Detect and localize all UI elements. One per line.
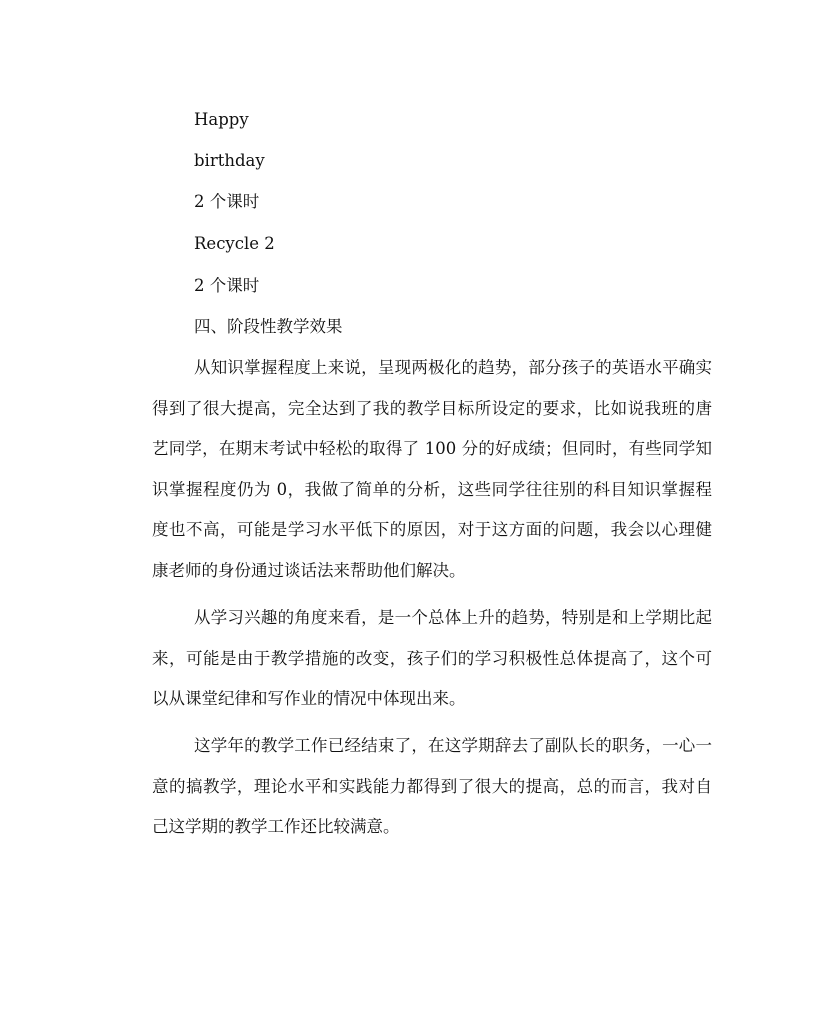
- paragraph-learning-interest: 从学习兴趣的角度来看，是一个总体上升的趋势，特别是和上学期比起来，可能是由于教学措施的改变，孩子们的学习积极性总体提高了，这个可以从课堂纪律和写作业的情况中体现出来。: [152, 608, 712, 708]
- section-heading: 四、阶段性教学效果: [194, 317, 343, 336]
- text-line-happy: Happy: [194, 110, 249, 129]
- text-line-lesson-count-1: 2 个课时: [194, 192, 260, 211]
- text-line-lesson-count-2: 2 个课时: [194, 276, 260, 295]
- text-line-recycle-2: Recycle 2: [194, 234, 275, 253]
- text-line-birthday: birthday: [194, 151, 265, 170]
- paragraph-summary: 这学年的教学工作已经结束了，在这学期辞去了副队长的职务，一心一意的搞教学，理论水平和实践能力都得到了很大的提高，总的而言，我对自己这学期的教学工作还比较满意。: [152, 736, 712, 836]
- paragraph-knowledge-mastery: 从知识掌握程度上来说，呈现两极化的趋势，部分孩子的英语水平确实得到了很大提高，完全达到了我的教学目标所设定的要求，比如说我班的唐艺同学，在期末考试中轻松的取得了 100 分的好成绩；但同时，有些同学知识掌握程度仍为 0，我做了简单的分析，这些同学往往别的科目知识掌握程度也不高，可能是学习水平低下的原因，对于这方面的问题，我会以心理健康老师的身份通过谈话法来帮助他们解决。: [152, 358, 712, 580]
